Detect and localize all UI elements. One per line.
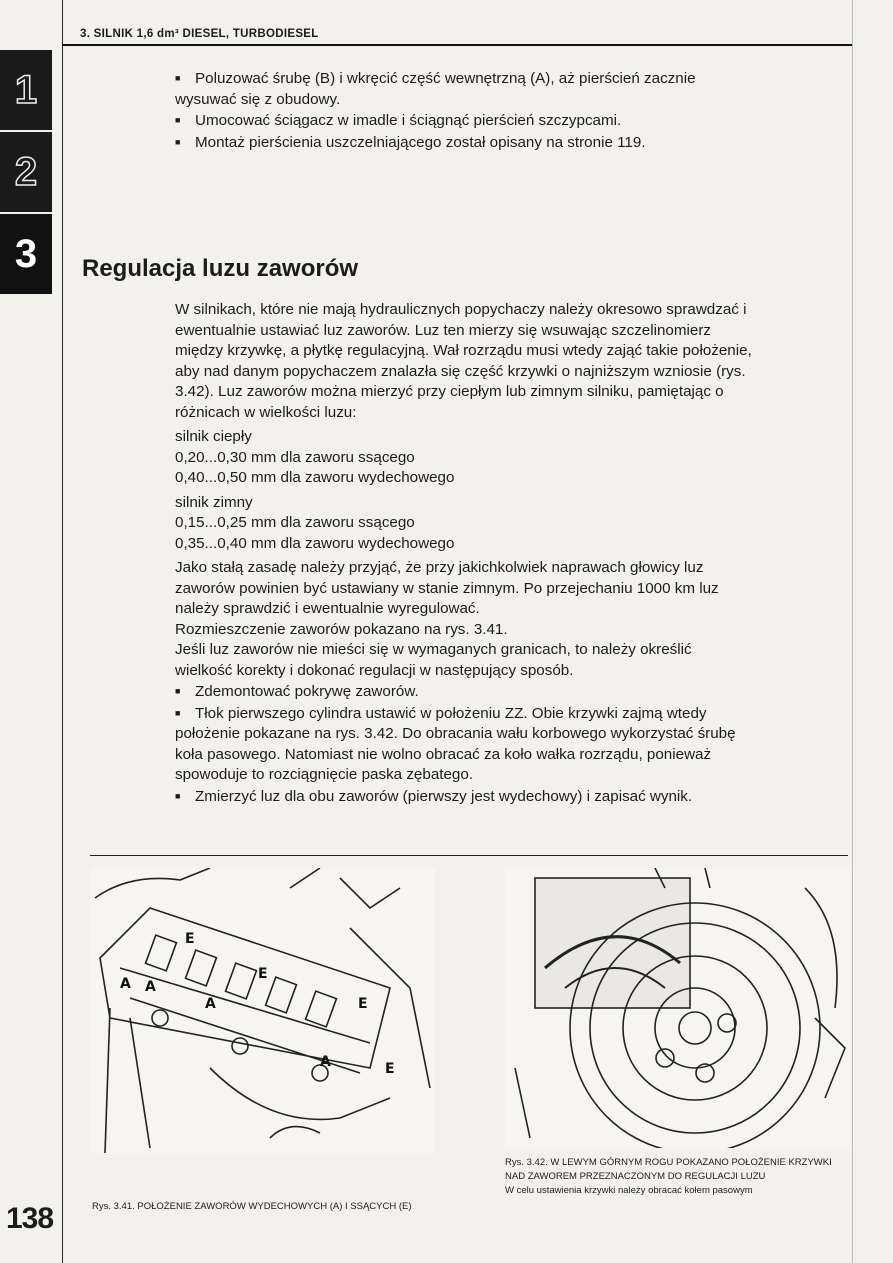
pulley-cam-drawing (505, 868, 850, 1148)
section-title: Regulacja luzu zaworów (82, 255, 359, 282)
chapter-tab-2[interactable]: 2 (0, 132, 52, 212)
caption-note: W celu ustawienia krzywki należy obracać kołem pasowym (505, 1185, 753, 1196)
section-body (175, 300, 753, 807)
step-item: ■ Zdemontować pokrywę zaworów. (175, 681, 753, 703)
label-intake: E (185, 931, 195, 947)
label-intake: E (385, 1061, 395, 1077)
step-item: ■ Zmierzyć luz dla obu zaworów (pierwszy jest wydechowy) i zapisać wynik. (175, 786, 753, 808)
warm-exhaust-clearance: 0,40...0,50 mm dla zaworu wydechowego (175, 469, 455, 486)
figure-divider (90, 855, 848, 856)
label-exhaust: A (145, 979, 156, 995)
valve-layout-drawing (90, 868, 435, 1153)
paragraph: Jako stałą zasadę należy przyjąć, że przy jakichkolwiek naprawach głowicy luz zaworów powinien być ustawiany w stanie zimnym. Po przejechaniu 1000 km luz należy sprawdzić i ewentualnie wyregulować. (175, 559, 719, 617)
warm-engine-label: silnik ciepły (175, 428, 252, 445)
cold-engine-label: silnik zimny (175, 493, 253, 511)
cold-exhaust-clearance: 0,35...0,40 mm dla zaworu wydechowego (175, 534, 455, 552)
bullet-item: ■ Montaż pierścienia uszczelniającego został opisany na stronie 119. (175, 132, 755, 154)
bullet-item: ■ Umocować ściągacz w imadle i ściągnąć pierścień szczypcami. (175, 110, 755, 132)
cold-intake-clearance: 0,15...0,25 mm dla zaworu ssącego (175, 514, 415, 531)
figure-valve-layout (90, 868, 435, 1153)
label-exhaust: A (120, 976, 131, 992)
chapter-tab-3-active[interactable]: 3 (0, 214, 52, 294)
page-number: 138 (6, 1202, 54, 1235)
section-intro: W silnikach, które nie mają hydraulicznych popychaczy należy okresowo sprawdzać i ewentualnie ustawiać luz zaworów. Luz ten mierzy się wsuwając szczelinomierz między krzywkę, a płytkę regulacyjną. Wał rozrządu musi wtedy zająć takie położenie, aby nad danym popychaczem znalazła się część krzywki o najniższym wzniosie (rys. 3.42). Luz zaworów można mierzyć przy ciepłym lub zimnym silniku, pamiętając o różnicach w wielkości luzu: (175, 301, 752, 421)
label-exhaust: A (320, 1054, 331, 1070)
chapter-tab-1[interactable]: 1 (0, 50, 52, 130)
figure-pulley-cam (505, 868, 850, 1148)
left-frame-line (62, 0, 63, 1263)
label-intake: E (358, 996, 368, 1012)
warm-intake-clearance: 0,20...0,30 mm dla zaworu ssącego (175, 448, 415, 466)
figure-caption-3-42 (505, 1156, 850, 1198)
step-item: ■ Tłok pierwszego cylindra ustawić w położeniu ZZ. Obie krzywki zajmą wtedy położenie pokazane na rys. 3.42. Do obracania wału korbowego wykorzystać śrubę koła pasowego. Natomiast nie wolno obracać za koło wałka rozrządu, ponieważ spowoduje to rozciągnięcie paska zębatego. (175, 703, 753, 786)
bullet-item: ■ Poluzować śrubę (B) i wkręcić część wewnętrzną (A), aż pierścień zacznie wysuwać się z obudowy. (175, 68, 755, 110)
chapter-header: 3. SILNIK 1,6 dm³ DIESEL, TURBODIESEL (80, 28, 319, 40)
label-exhaust: A (205, 996, 216, 1012)
right-frame-line (852, 0, 853, 1263)
paragraph: Rozmieszczenie zaworów pokazano na rys. 3.41. (175, 620, 508, 638)
paragraph: Jeśli luz zaworów nie mieści się w wymaganych granicach, to należy określić wielkość korekty i dokonać regulacji w następujący sposób. (175, 641, 692, 679)
intro-bullets (175, 68, 755, 153)
figure-caption-3-41: Rys. 3.41. POŁOŻENIE ZAWORÓW WYDECHOWYCH (A) I SSĄCYCH (E) (92, 1201, 412, 1212)
header-rule (62, 44, 852, 46)
caption-main: Rys. 3.42. W LEWYM GÓRNYM ROGU POKAZANO POŁOŻENIE KRZYWKI NAD ZAWOREM PRZEZNACZONYM DO REGULACJI LUZU (505, 1157, 832, 1182)
label-intake: E (258, 966, 268, 982)
